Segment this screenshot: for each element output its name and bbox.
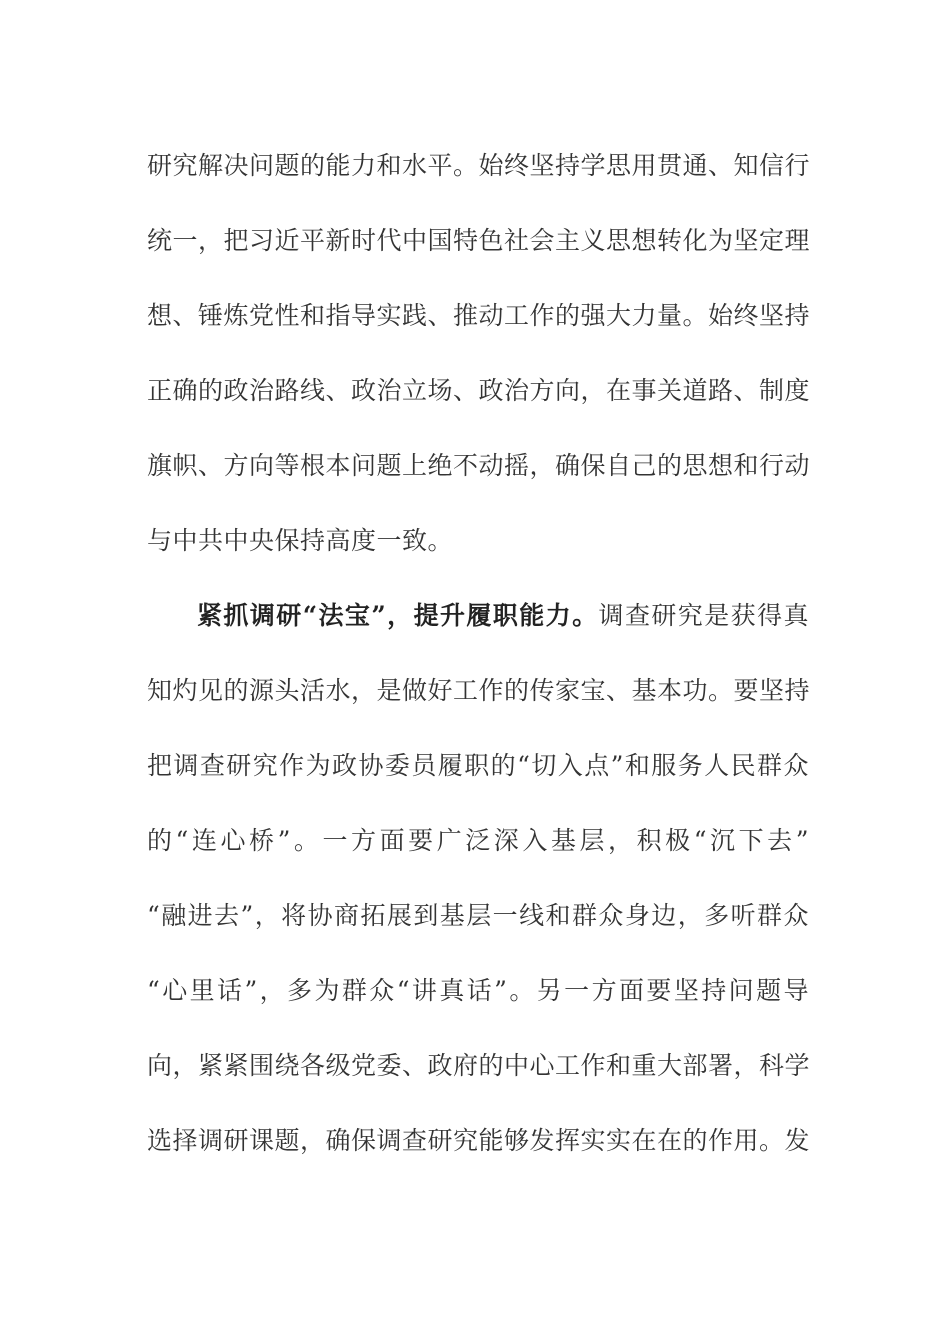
paragraph-heading: 紧抓调研“法宝”，提升履职能力。 — [197, 601, 599, 630]
text-line: 研究解决问题的能力和水平。始终坚持学思用贯通、知信行 — [147, 151, 811, 180]
text-run: 调查研究是获得真 — [598, 601, 809, 630]
text-line: 选择调研课题，确保调查研究能够发挥实实在在的作用。发 — [147, 1126, 811, 1155]
text-line: 向，紧紧围绕各级党委、政府的中心工作和重大部署，科学 — [147, 1051, 811, 1080]
text-line: 的“连心桥”。一方面要广泛深入基层，积极“沉下去” — [147, 826, 809, 855]
text-line: 知灼见的源头活水，是做好工作的传家宝、基本功。要坚持 — [147, 676, 811, 705]
text-line: 正确的政治路线、政治立场、政治方向，在事关道路、制度 — [147, 376, 811, 405]
text-line: 统一，把习近平新时代中国特色社会主义思想转化为坚定理 — [147, 226, 811, 255]
text-line: 与中共中央保持高度一致。 — [147, 526, 454, 555]
paragraph-2 — [147, 578, 809, 1178]
paragraph-2-first-line — [147, 578, 809, 653]
text-line: 想、锤炼党性和指导实践、推动工作的强大力量。始终坚持 — [147, 301, 811, 330]
text-line: 旗帜、方向等根本问题上绝不动摇，确保自己的思想和行动 — [147, 451, 811, 480]
paragraph-1 — [147, 128, 809, 578]
text-line: “融进去”，将协商拓展到基层一线和群众身边，多听群众 — [147, 901, 809, 930]
text-line: 把调查研究作为政协委员履职的“切入点”和服务人民群众 — [147, 751, 809, 780]
text-line: “心里话”，多为群众“讲真话”。另一方面要坚持问题导 — [147, 976, 809, 1005]
document-body — [147, 128, 809, 1178]
